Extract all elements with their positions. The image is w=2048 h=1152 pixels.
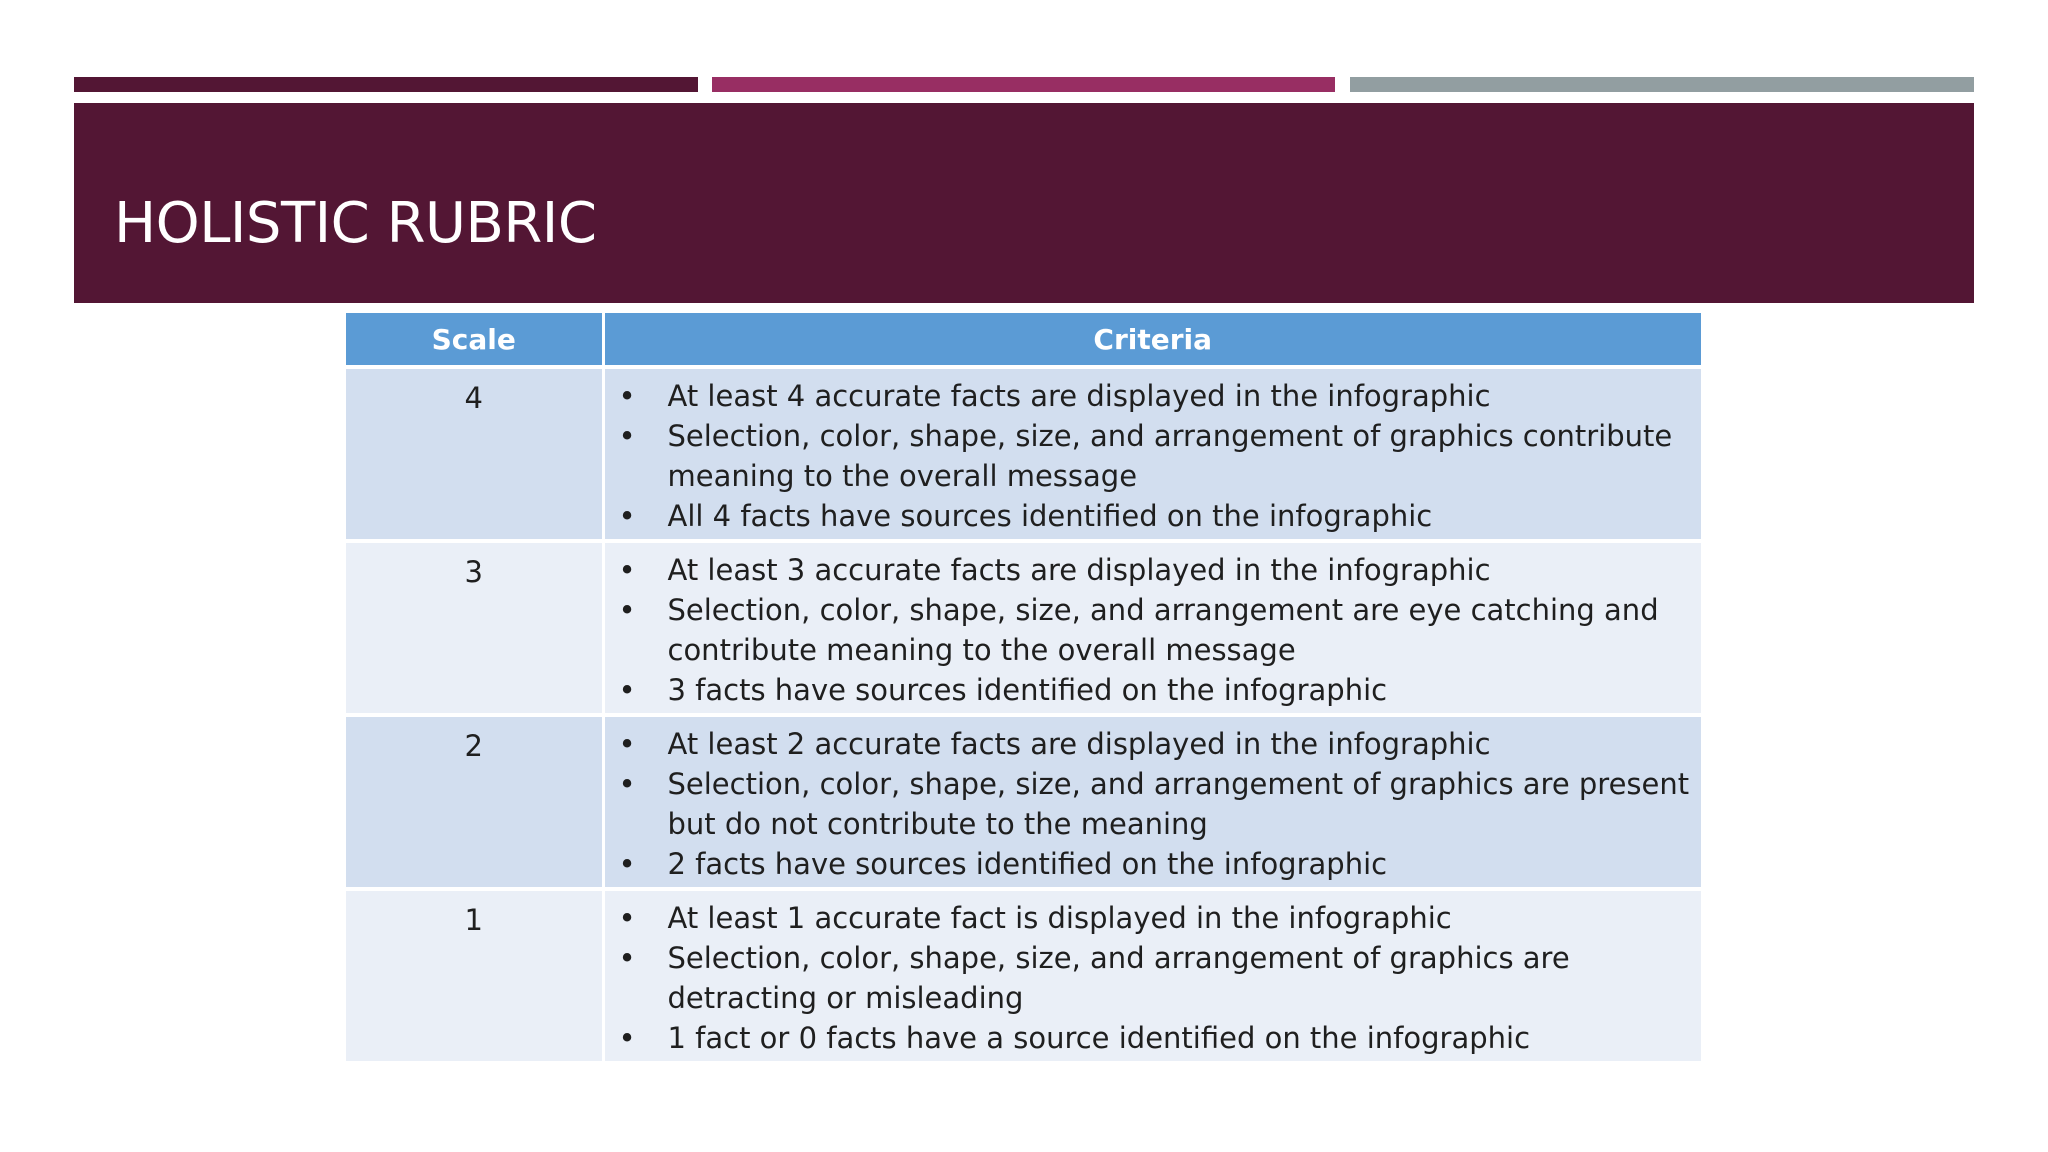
criteria-item: • 2 facts have sources identified on the infographic xyxy=(605,844,1702,884)
criteria-item: • At least 2 accurate facts are displayed in the infographic xyxy=(605,724,1702,764)
scale-cell xyxy=(346,715,603,889)
criteria-cell xyxy=(603,715,1701,889)
scale-value: 2 xyxy=(464,729,483,763)
title-band xyxy=(74,103,1974,303)
scale-cell xyxy=(346,367,603,541)
table-row xyxy=(346,541,1701,715)
table-row xyxy=(346,367,1701,541)
table-row xyxy=(346,715,1701,889)
criteria-list xyxy=(605,717,1702,884)
criteria-cell xyxy=(603,367,1701,541)
scale-cell xyxy=(346,541,603,715)
accent-bar-magenta xyxy=(712,77,1335,92)
criteria-item: • At least 3 accurate facts are displayed in the infographic xyxy=(605,550,1702,590)
scale-value: 3 xyxy=(464,555,483,589)
criteria-item: • Selection, color, shape, size, and arrangement are eye catching and contribute meaning to the overall message xyxy=(605,590,1702,670)
accent-bar-dark xyxy=(74,77,698,92)
scale-value: 1 xyxy=(464,903,483,937)
criteria-item: • Selection, color, shape, size, and arrangement of graphics are present but do not contribute to the meaning xyxy=(605,764,1702,844)
criteria-item: • 1 fact or 0 facts have a source identified on the infographic xyxy=(605,1018,1702,1058)
criteria-item: • All 4 facts have sources identified on the infographic xyxy=(605,496,1702,536)
criteria-cell xyxy=(603,889,1701,1063)
criteria-cell xyxy=(603,541,1701,715)
scale-header: Scale xyxy=(346,313,603,367)
table-row xyxy=(346,889,1701,1063)
criteria-item: • At least 4 accurate facts are displayed in the infographic xyxy=(605,376,1702,416)
criteria-item: • 3 facts have sources identified on the infographic xyxy=(605,670,1702,710)
criteria-list xyxy=(605,543,1702,710)
criteria-list xyxy=(605,891,1702,1058)
accent-bar-gray xyxy=(1350,77,1974,92)
criteria-item: • Selection, color, shape, size, and arrangement of graphics are detracting or misleading xyxy=(605,938,1702,1018)
rubric-table xyxy=(346,313,1701,1065)
scale-cell xyxy=(346,889,603,1063)
criteria-item: • Selection, color, shape, size, and arrangement of graphics contribute meaning to the overall message xyxy=(605,416,1702,496)
table-header-row xyxy=(346,313,1701,367)
slide-title: HOLISTIC RUBRIC xyxy=(114,191,597,256)
criteria-item: • At least 1 accurate fact is displayed in the infographic xyxy=(605,898,1702,938)
scale-value: 4 xyxy=(464,381,483,415)
criteria-list xyxy=(605,369,1702,536)
criteria-header: Criteria xyxy=(603,313,1701,367)
